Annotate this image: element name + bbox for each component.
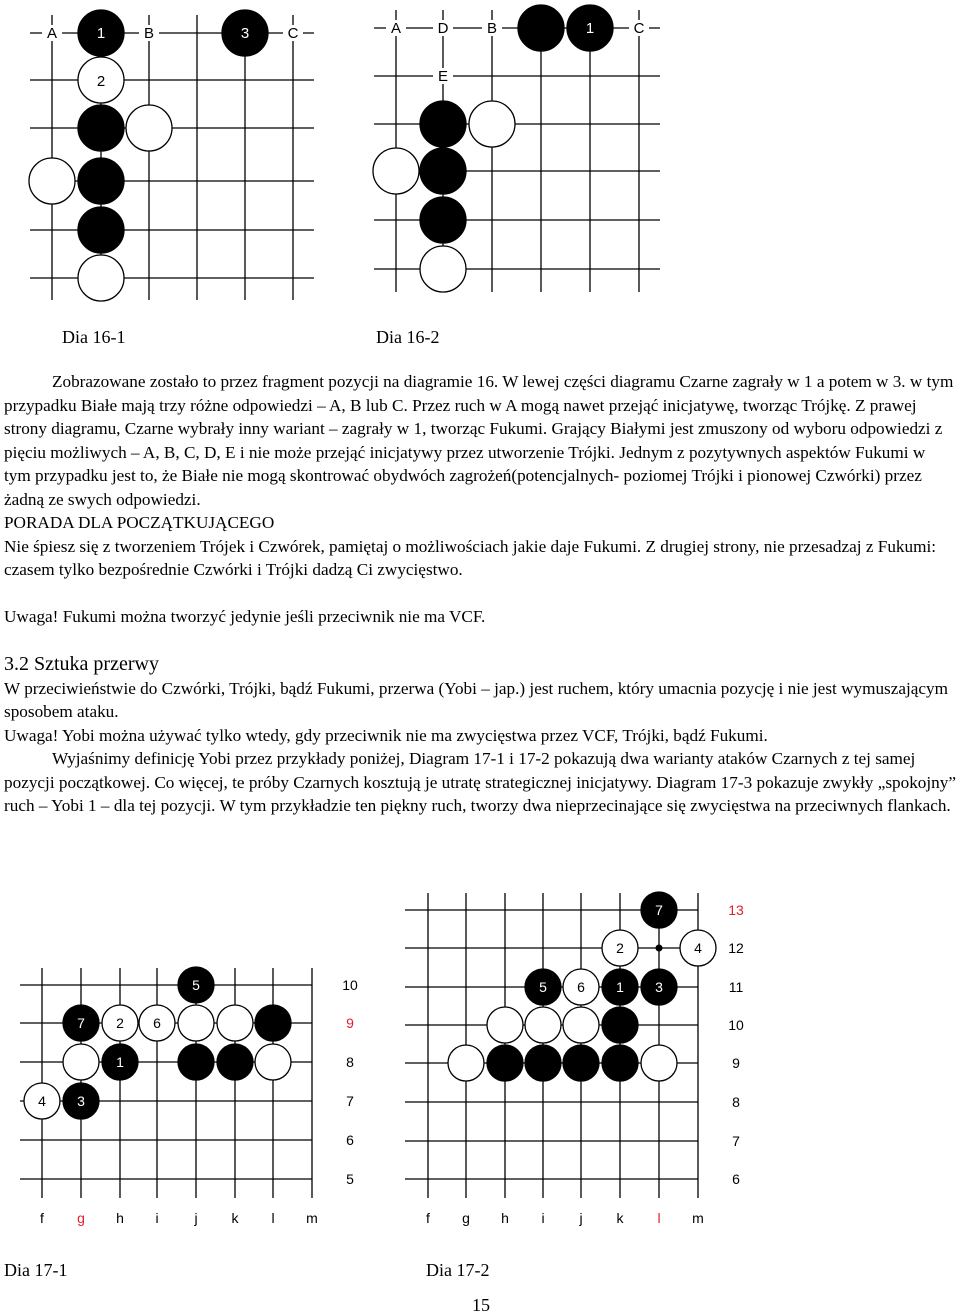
- col-label: k: [231, 1210, 239, 1226]
- white-stone: [563, 1007, 599, 1043]
- paragraph-diagram-16-explanation: Zobrazowane zostało to przez fragment pozycji na diagramie 16. W lewej części diagramu Czarne zagrały w 1 a potem w 3. w tym przypadku Białe mają trzy różne odpowiedzi – A, B lub C. Przez ruch w A mogą nawet przejąć inicjatywę, tworząc Trójkę. Z prawej strony diagramu, Czarne wybrały inny wariant – zagrały w 1, tworząc Fukumi. Grający Białymi jest zmuszony od wyboru odpowiedzi z pięciu możliwych – A, B, C, D, E i nie może przejąć inicjatywy przez utworzenie Trójki. Jednym z pozytywnych aspektów Fukumi w tym przypadku jest to, że Białe nie mogą skontrować obydwóch zagrożeń(potencjalnych- poziomej Trójki i pionowej Czwórki) przez żadną ze swych odpowiedzi.: [4, 372, 954, 509]
- paragraph-yobi-definition: W przeciwieństwie do Czwórki, Trójki, bądź Fukumi, przerwa (Yobi – jap.) jest ruchem, który umacnia pozycję i nie jest wymuszającym sposobem ataku.: [4, 678, 948, 721]
- stone-label-4: 4: [38, 1093, 46, 1109]
- black-stone: [487, 1045, 523, 1081]
- stone-label-2: 2: [116, 1015, 124, 1031]
- stone-label-4: 4: [694, 940, 702, 956]
- paragraph-warning-yobi: Uwaga! Yobi można używać tylko wtedy, gdy przeciwnik nie ma zwycięstwa przez VCF, Trójki, bądź Fukumi.: [4, 725, 768, 745]
- col-label: m: [306, 1210, 318, 1226]
- white-stone: [641, 1045, 677, 1081]
- point-label-d: D: [437, 20, 449, 37]
- col-label: j: [194, 1210, 198, 1226]
- stone-label-1: 1: [96, 25, 106, 42]
- black-stone: [420, 101, 466, 147]
- row-label: 9: [732, 1055, 740, 1071]
- black-stone: [78, 105, 124, 151]
- caption-dia-16-1: Dia 16-1: [62, 327, 126, 347]
- diagram-17-1: [20, 968, 312, 1198]
- white-stone: [63, 1044, 99, 1080]
- stone-label-6: 6: [153, 1015, 161, 1031]
- white-stone: [525, 1007, 561, 1043]
- col-label-highlight: l: [657, 1210, 661, 1226]
- stone-label-1: 1: [116, 1054, 124, 1070]
- row-label: 8: [346, 1054, 354, 1070]
- black-stone: [602, 1007, 638, 1043]
- black-stone: [78, 158, 124, 204]
- col-label: l: [271, 1210, 275, 1226]
- col-label: f: [40, 1210, 44, 1226]
- diagram-16-2: [374, 10, 660, 292]
- black-stone: [217, 1044, 253, 1080]
- advice-heading: PORADA DLA POCZĄTKUJĄCEGO: [4, 513, 275, 532]
- black-stone: [563, 1045, 599, 1081]
- stone-label-2: 2: [616, 940, 624, 956]
- point-label-a: A: [46, 25, 58, 42]
- white-stone: [420, 246, 466, 292]
- white-stone: [448, 1045, 484, 1081]
- caption-dia-16-2: Dia 16-2: [376, 327, 440, 347]
- white-stone: [78, 255, 124, 301]
- black-stone: [78, 207, 124, 253]
- col-label: h: [116, 1210, 124, 1226]
- row-label-highlight: 13: [728, 902, 744, 918]
- stone-label-5: 5: [539, 979, 547, 995]
- row-label: 8: [732, 1094, 740, 1110]
- black-stone: [525, 1045, 561, 1081]
- black-stone: [178, 1044, 214, 1080]
- black-stone: [420, 148, 466, 194]
- black-stone: [420, 197, 466, 243]
- paragraph-advice: Nie śpiesz się z tworzeniem Trójek i Czwórek, pamiętaj o możliwościach jakie daje Fukumi. Z drugiej strony, nie przesadzaj z Fukumi: czasem tylko bezpośrednie Czwórki i Trójki dadzą Ci zwycięstwo.: [4, 536, 937, 579]
- caption-dia-17-2: Dia 17-2: [426, 1260, 490, 1280]
- row-label: 7: [732, 1133, 740, 1149]
- col-label: k: [616, 1210, 624, 1226]
- row-label: 6: [732, 1171, 740, 1187]
- stone-label-1: 1: [616, 979, 624, 995]
- white-stone: [29, 158, 75, 204]
- paragraph-yobi-examples: Wyjaśnimy definicję Yobi przez przykłady poniżej, Diagram 17-1 i 17-2 pokazują dwa warianty ataków Czarnych z tej samej pozycji początkowej. Co więcej, te próby Czarnych kosztują je utratę strategicznej inicjatywy. Diagram 17-3 pokazuje zwykły „spokojny” ruch – Yobi 1 – dla tej pozycji. W tym przykładzie ten piękny ruch, tworzy dwa nieprzecinające się zwycięstwa na przeciwnych flankach.: [4, 749, 956, 815]
- point-label-c: C: [287, 25, 299, 42]
- intersection-marker-dot: [656, 945, 663, 952]
- stone-label-3: 3: [655, 979, 663, 995]
- black-stone: [518, 5, 564, 51]
- point-label-e: E: [437, 68, 449, 85]
- row-label: 12: [728, 940, 744, 956]
- row-label: 5: [346, 1171, 354, 1187]
- page-number: 15: [472, 1295, 490, 1315]
- row-label: 7: [346, 1093, 354, 1109]
- white-stone: [373, 148, 419, 194]
- stone-label-6: 6: [577, 979, 585, 995]
- col-label: g: [462, 1210, 470, 1226]
- col-label: i: [155, 1210, 159, 1226]
- row-label: 10: [728, 1017, 744, 1033]
- stone-label-3: 3: [240, 25, 250, 42]
- point-label-b: B: [143, 25, 155, 42]
- white-stone: [487, 1007, 523, 1043]
- row-label: 11: [728, 979, 744, 995]
- point-label-a: A: [390, 20, 402, 37]
- white-stone: [469, 101, 515, 147]
- row-label: 6: [346, 1132, 354, 1148]
- paragraph-warning-fukumi: Uwaga! Fukumi można tworzyć jedynie jeśli przeciwnik nie ma VCF.: [4, 606, 486, 626]
- col-label: f: [426, 1210, 430, 1226]
- row-label: 10: [342, 977, 358, 993]
- col-label: i: [541, 1210, 545, 1226]
- stone-label-3: 3: [77, 1093, 85, 1109]
- point-label-b: B: [486, 20, 498, 37]
- stone-label-7: 7: [655, 902, 663, 918]
- diagram-16-1: [30, 15, 314, 300]
- stone-label-2: 2: [96, 73, 106, 90]
- black-stone: [602, 1045, 638, 1081]
- stone-label-1: 1: [585, 20, 595, 37]
- caption-dia-17-1: Dia 17-1: [4, 1260, 68, 1280]
- col-label: m: [692, 1210, 704, 1226]
- white-stone: [126, 105, 172, 151]
- stone-label-7: 7: [77, 1015, 85, 1031]
- white-stone: [217, 1005, 253, 1041]
- section-heading: 3.2 Sztuka przerwy: [4, 653, 159, 675]
- col-label-highlight: g: [77, 1210, 85, 1226]
- white-stone: [178, 1005, 214, 1041]
- black-stone: [255, 1005, 291, 1041]
- point-label-c: C: [633, 20, 645, 37]
- col-label: h: [501, 1210, 509, 1226]
- stone-label-5: 5: [192, 977, 200, 993]
- row-label-highlight: 9: [346, 1015, 354, 1031]
- col-label: j: [579, 1210, 583, 1226]
- body-text: [4, 370, 956, 818]
- white-stone: [255, 1044, 291, 1080]
- diagram-16-2-stones: [373, 5, 613, 292]
